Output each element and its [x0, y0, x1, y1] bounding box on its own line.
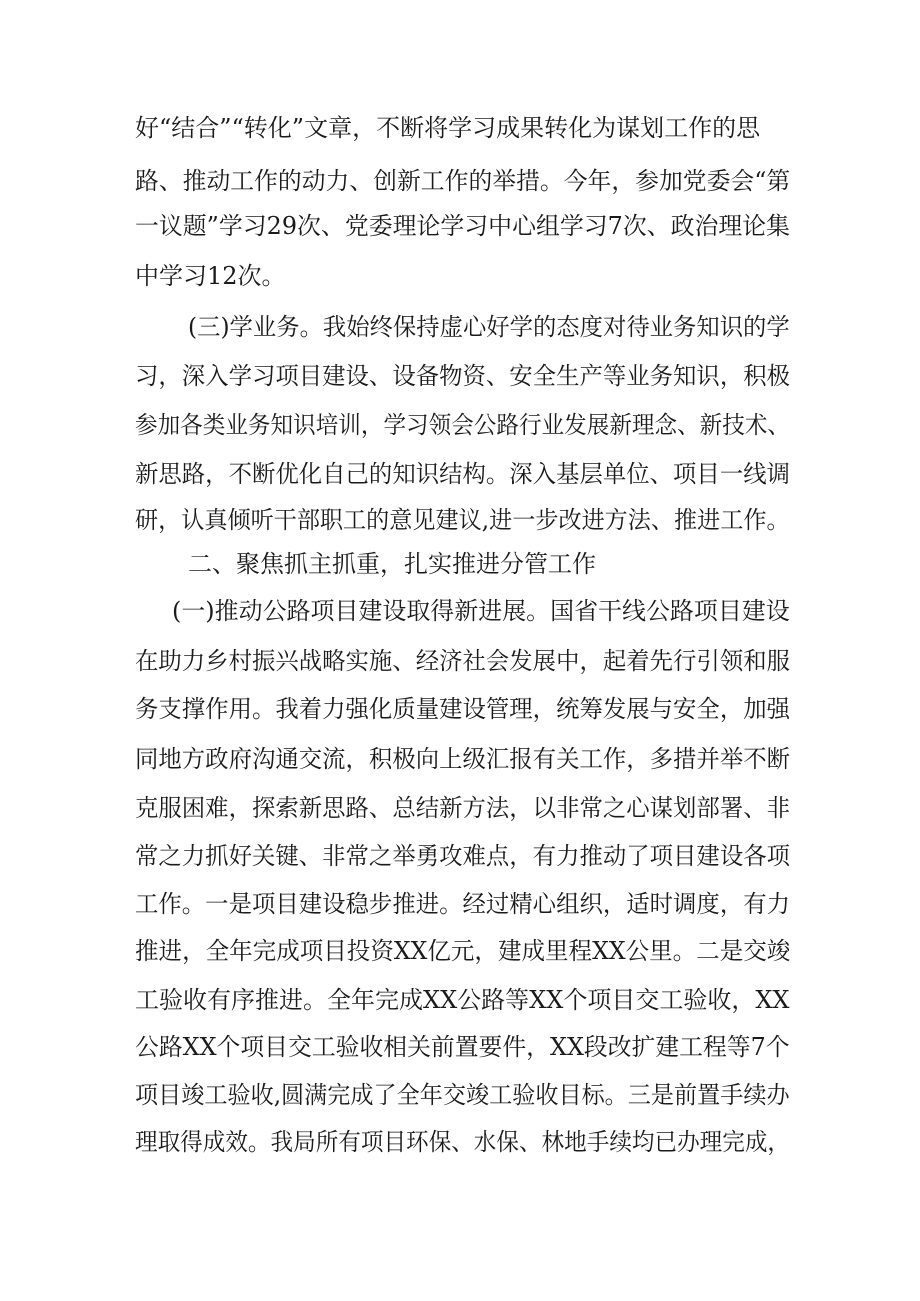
text-line: 新思路，不断优化自己的知识结构。深入基层单位、项目一线调 — [135, 460, 790, 488]
text-line: 研，认真倾听干部职工的意见建议,进一步改进方法、推进工作。 — [135, 506, 790, 534]
text-line: (三)学业务。我始终保持虚心好学的态度对待业务知识的学 — [188, 313, 790, 341]
text-line: 路、推动工作的动力、创新工作的举措。今年，参加党委会“第 — [135, 167, 791, 195]
text-line: 克服困难，探索新思路、总结新方法，以非常之心谋划部署、非 — [135, 794, 790, 822]
text-line: 工验收有序推进。全年完成XX公路等XX个项目交工验收，XX — [135, 986, 790, 1014]
text-line: 工作。一是项目建设稳步推进。经过精心组织，适时调度，有力 — [135, 890, 790, 918]
text-line: 习，深入学习项目建设、设备物资、安全生产等业务知识，积极 — [135, 362, 790, 390]
text-line: 推进，全年完成项目投资XX亿元，建成里程XX公里。二是交竣 — [135, 937, 791, 965]
text-line: 理取得成效。我局所有项目环保、水保、林地手续均已办理完成， — [135, 1128, 791, 1156]
text-line: 参加各类业务知识培训，学习领会公路行业发展新理念、新技术、 — [135, 411, 791, 439]
text-line: 中学习12次。 — [135, 262, 286, 290]
section-heading: 二、聚焦抓主抓重，扎实推进分管工作 — [188, 550, 596, 578]
text-line: 项目竣工验收,圆满完成了全年交竣工验收目标。三是前置手续办 — [135, 1081, 790, 1109]
text-line: 务支撑作用。我着力强化质量建设管理，统筹发展与安全，加强 — [135, 695, 790, 723]
text-line: (一)推动公路项目建设取得新进展。国省干线公路项目建设 — [172, 597, 790, 625]
text-line: 常之力抓好关键、非常之举勇攻难点，有力推动了项目建设各项 — [135, 842, 790, 870]
text-line: 公路XX个项目交工验收相关前置要件，XX段改扩建工程等7个 — [135, 1033, 790, 1061]
text-line: 好“结合”“转化”文章，不断将学习成果转化为谋划工作的思 — [135, 114, 761, 142]
text-line: 一议题”学习29次、党委理论学习中心组学习7次、政治理论集 — [135, 212, 791, 240]
text-line: 同地方政府沟通交流，积极向上级汇报有关工作，多措并举不断 — [135, 745, 790, 773]
text-line: 在助力乡村振兴战略实施、经济社会发展中，起着先行引领和服 — [135, 647, 790, 675]
